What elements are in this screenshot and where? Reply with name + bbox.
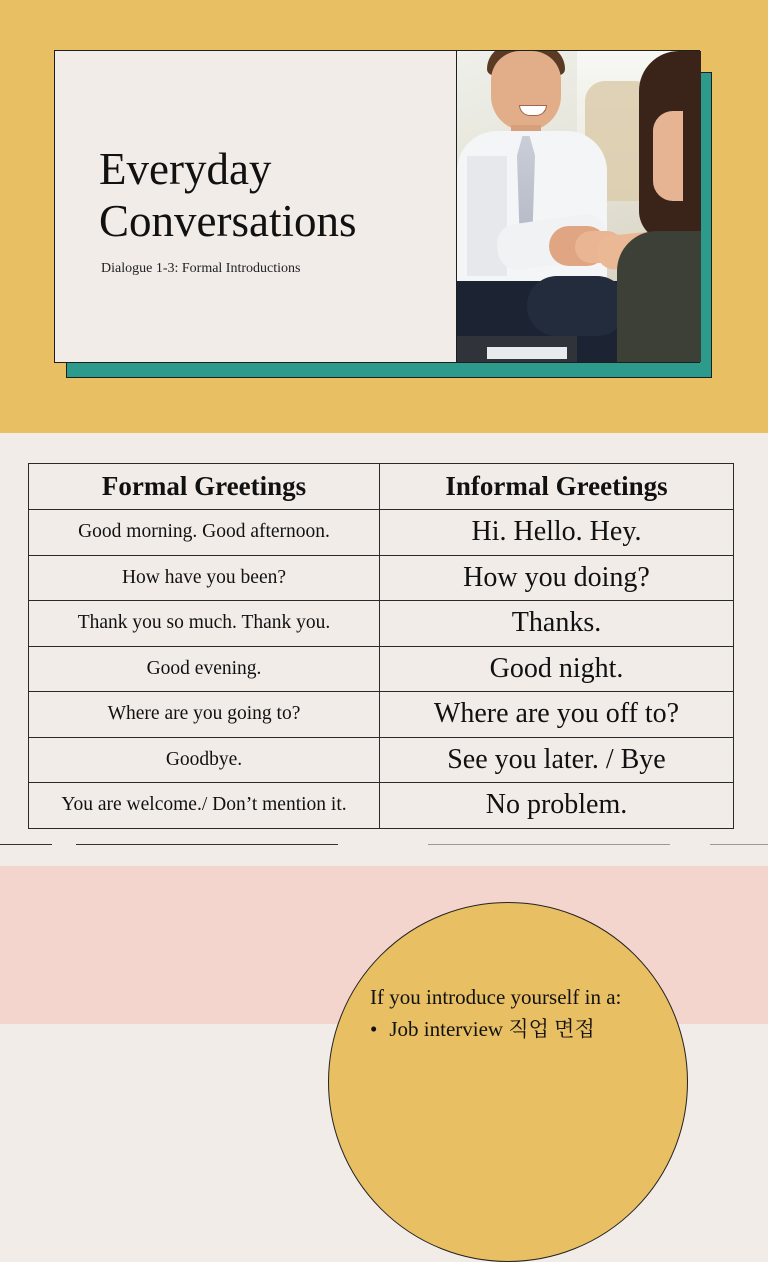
formal-cell: You are welcome./ Don’t mention it. xyxy=(29,783,380,829)
informal-cell: Good night. xyxy=(380,646,734,692)
table-row xyxy=(29,737,734,783)
table-row xyxy=(29,692,734,738)
slide-greetings xyxy=(0,433,768,866)
formal-header: Formal Greetings xyxy=(29,464,380,510)
formal-cell: Good evening. xyxy=(29,646,380,692)
divider-line xyxy=(428,844,670,845)
informal-cell: Where are you off to? xyxy=(380,692,734,738)
slide-title xyxy=(0,0,768,433)
intro-heading: If you introduce yourself in a: xyxy=(370,985,622,1009)
informal-header: Informal Greetings xyxy=(380,464,734,510)
divider-line xyxy=(710,844,768,845)
formal-cell: Thank you so much. Thank you. xyxy=(29,601,380,647)
intro-list xyxy=(370,1013,595,1043)
informal-cell: No problem. xyxy=(380,783,734,829)
informal-cell: Hi. Hello. Hey. xyxy=(380,510,734,556)
informal-cell: How you doing? xyxy=(380,555,734,601)
info-circle xyxy=(328,902,688,1262)
table-header-row xyxy=(29,464,734,510)
informal-cell: See you later. / Bye xyxy=(380,737,734,783)
informal-cell: Thanks. xyxy=(380,601,734,647)
formal-cell: Where are you going to? xyxy=(29,692,380,738)
table-row xyxy=(29,555,734,601)
title-card xyxy=(54,50,700,363)
formal-cell: Good morning. Good afternoon. xyxy=(29,510,380,556)
table-row xyxy=(29,646,734,692)
title-line-2: Conversations xyxy=(99,196,357,246)
list-item: • Job interview 직업 면접 xyxy=(370,1013,595,1043)
greetings-table xyxy=(28,463,734,829)
formal-cell: Goodbye. xyxy=(29,737,380,783)
slide-title-text xyxy=(99,143,439,247)
slide-subtitle: Dialogue 1-3: Formal Introductions xyxy=(101,261,301,276)
table-row xyxy=(29,510,734,556)
formal-cell: How have you been? xyxy=(29,555,380,601)
table-row xyxy=(29,601,734,647)
divider-line xyxy=(0,844,52,845)
divider-line xyxy=(76,844,338,845)
table-row xyxy=(29,783,734,829)
title-line-1: Everyday xyxy=(99,144,272,194)
handshake-photo xyxy=(456,51,701,362)
slide-introductions xyxy=(0,866,768,1041)
